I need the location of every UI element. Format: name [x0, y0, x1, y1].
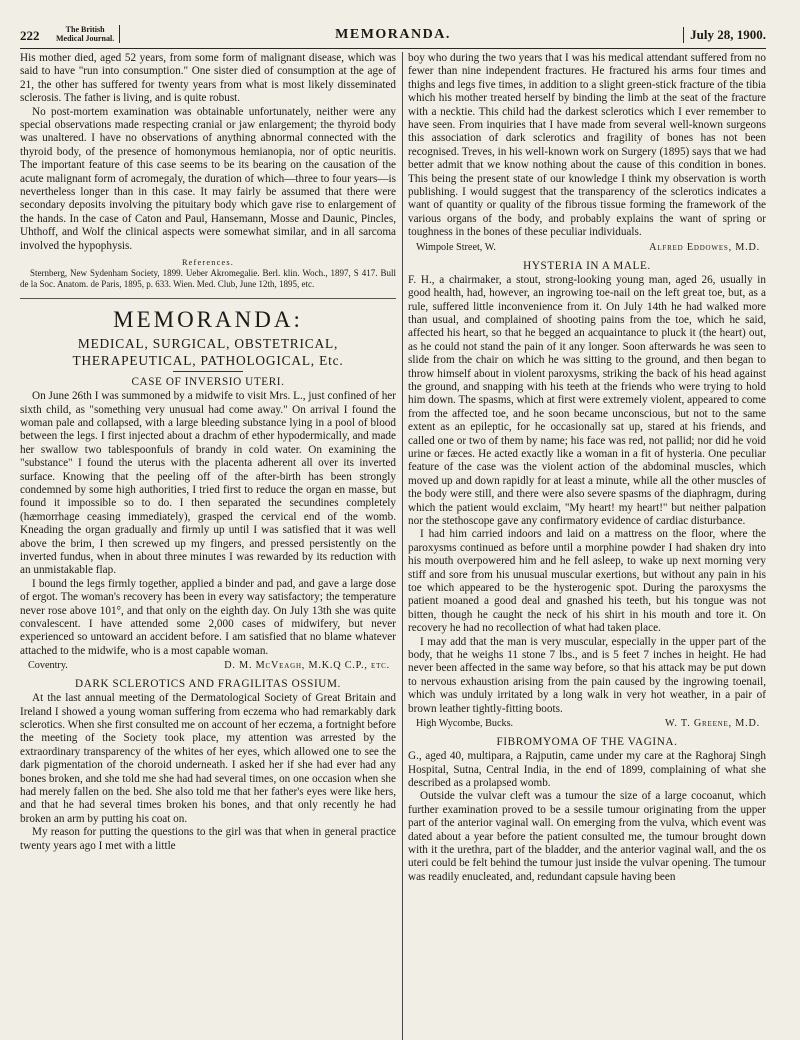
inversio-paragraph-2: I bound the legs firmly together, applied a binder and pad, and gave a large dose of ergot. The woman's recovery has been in every way satisfactory; the temperature never rose above 101°, and that only on the eighth day. On July 13th she was quite convalescent. I have attended some 2,000 cases of midwifery, but never experienced so untoward an accident before. I am satisfied that no blame whatever attached to the midwife, who is a most capable woman.: [20, 577, 396, 657]
inversio-signature-line: [20, 658, 396, 674]
inversio-place: Coventry.: [28, 660, 68, 672]
divider: [173, 371, 243, 372]
acromegaly-paragraph-2: No post-mortem examination was obtainable unfortunately, neither were any special observations made respecting cranial or jaw enlargement; the thyroid body was unaltered. I have no observations of anything abnormal connected with the thyroid body, of the presence of homonymous hemianopia, nor of optic neuritis. The important feature of this case seems to be its bearing on the causation of the acute malignant form of acromegaly, the duration of which—three to four years—is nevertheless longer than in this case. It may fairly be assumed that there were secondary deposits involving the pituitary body which gave rise to enlargement of the hands. In the case of Caton and Paul, Hansemann, Mosse and Daunic, Pincles, Uhthoff, and Wolf the clinical aspects were somewhat similar, and in all sarcoma involved the hypophysis.: [20, 105, 396, 252]
references-heading: References.: [181, 258, 235, 268]
fibromyoma-heading: FIBROMYOMA OF THE VAGINA.: [496, 736, 678, 749]
sclerotics-author: Alfred Eddowes, M.D.: [649, 241, 760, 253]
hysteria-paragraph-2: I had him carried indoors and laid on a mattress on the floor, where the paroxysms continued as before until a morphine powder I had shaken dry into his mouth overpowered him and he fell asleep, to wake up next morning very stiff and sore from his unusual muscular exertions, but without any pain in his toe which appeared to be the hysterogenic spot. During the paroxysms the patient moaned a good deal and gnashed his teeth, but his tongue was not bitten, though he caught the neck of his shirt in his mouth and tore it. On recovery he had no recollection of what had taken place.: [408, 528, 766, 635]
inversio-paragraph-1: On June 26th I was summoned by a midwife to visit Mrs. L., just confined of her sixth child, as "something very unusual had come away." On arrival I found the woman pale and collapsed, with a large bleeding substance lying in a pool of blood between the legs. I first injected about a drachm of ether hypodermically, and made her swallow two tablespoonfuls of brandy in cold water. On examining the "substance" I found the uterus with the placenta adherent all over its inverted surface. Knowing that the peeling off of the after-birth has been strongly condemned by some high authorities, I tried first to reduce the organ en masse, but found it impossible so to do. I then separated the secundines completely (hæmorrhage ceasing immediately), grasped the cervical end of the womb. Kneading the organ gradually and firmly up until I was satisfied that it was well above the brim, I then screwed up my fingers, and pressed persistently on the inverted fundus, when in about three minutes I was rewarded by its reduction with an unmistakable flap.: [20, 390, 396, 577]
page-number: 222: [20, 28, 40, 43]
left-column: [20, 52, 396, 1040]
two-column-body: [20, 52, 766, 1040]
sclerotics-heading: DARK SCLEROTICS AND FRAGILITAS OSSIUM.: [75, 678, 341, 691]
hysteria-signature-line: [408, 716, 766, 732]
fibromyoma-paragraph-1: G., aged 40, multipara, a Rajputin, came under my care at the Raghoraj Singh Hospital, Sutna, Central India, in the end of 1899, complaining of what she described as a prolapsed womb.: [408, 750, 766, 789]
sclerotics-place: Wimpole Street, W.: [416, 241, 496, 253]
hysteria-paragraph-1: F. H., a chairmaker, a stout, strong-looking young man, aged 26, usually in good health, had, however, an ingrowing toe-nail on the left great toe, but, as a rule, suffered little inconvenience from it. On July 14th he had walked more than usual, and complained of shooting pains from the toe, which he said, affected his heart, so that he begged an acquaintance to pluck it (the heart) out, as he could not stand the pain of it any longer. Soon afterwards he was seen to slide from the chair on which he was sitting to the ground, and then began to throw himself about in violent paroxysms, striking the back of his head against the ground, and snapping with his teeth at the friends who were trying to hold him down. The spasms, which at first were extremely violent, appeared to come from the affected toe, and he soon became unconscious, but not to the same extent as an epileptic, for he occasionally sat up, stared at his friends, and called one or two of them by name; his face was red, not pallid; nor did he void urine or fæces. He acted exactly like a woman in a fit of hysteria. One peculiar feature of the case was the violent action of the abdominal muscles, which moved up and down rapidly for at least a minute, while all the other muscles of the body were still, and there were also severe spasms of the diaphragm, during which the patient would exclaim, "My heart! my heart!" but neither palpation nor the stethoscope gave any confirmatory evidence of cardiac disturbance.: [408, 273, 766, 527]
hysteria-author: W. T. Greene, M.D.: [664, 718, 760, 730]
sclerotics-signature-line: [408, 240, 766, 256]
hysteria-heading: HYSTERIA IN A MALE.: [523, 259, 651, 272]
references-text: Sternberg, New Sydenham Society, 1899. Ueber Akromegalie. Berl. klin. Woch., 1897, S 417. Bull de la Soc. Anatom. de Paris, 1895, p. 633. Wien. Med. Club, June 12th, 1895, etc.: [20, 268, 396, 290]
acromegaly-paragraph-1: His mother died, aged 52 years, from some form of malignant disease, which was said to have "run into consumption." One sister died of consumption at the age of 21, the other has suffered for twenty years from what is most likely disseminated sclerosis. The father is living, and is quite robust.: [20, 52, 396, 105]
page-header: [20, 22, 766, 49]
sclerotics-paragraph-1: At the last annual meeting of the Dermatological Society of Great Britain and Ireland I showed a young woman suffering from eczema who had remarkably dark sclerotics. When she first consulted me on account of her eczema, a fortnight before the meeting of the Society took place, my attention was arrested by the extraordinary transparency of the whites of her eyes, which allowed one to see the dark pigmentation of the choroid underneath. I asked her if she had ever had any bones broken, and she told me she had had several times, on one occasion when she had merely fallen on the bed. She also told me that her father's eyes were like hers, and that he had several times broken his bones, and that only recently he had broken an arm by putting his coat on.: [20, 692, 396, 825]
inversio-author: D. M. McVeagh, M.K.Q C.P., etc.: [224, 660, 390, 672]
journal-name-line1: The British: [65, 25, 105, 34]
fibromyoma-paragraph-2: Outside the vulvar cleft was a tumour the size of a large cocoanut, which further examination proved to be a sessile tumour originating from the upper part of the anterior vaginal wall. On emerging from the vulva, which event was dated about a year before the patient consulted me, the tumour brought down with it the urethra, part of the bladder, and the anterior vaginal wall, and the os uteri could be felt behind the tumour just inside the vulvar opening. The tumour was readily enucleated, and, redundant capsule having been: [408, 790, 766, 883]
right-column: [408, 52, 766, 1040]
memoranda-title: MEMORANDA:: [20, 298, 396, 333]
section-title: MEMORANDA.: [335, 27, 451, 42]
issue-date: July 28, 1900.: [683, 27, 766, 43]
hysteria-paragraph-3: I may add that the man is very muscular, especially in the upper part of the body, that he weighs 11 stone 7 lbs., and is 5 feet 7 inches in height. He had never been affected in the same way before, so that his attack may be put down to nervous exhaustion arising from the pain caused by the ingrowing toenail, which was unduly irritated by a long walk in very hot weather, in a pair of brown leather tightly-fitting boots.: [408, 635, 766, 715]
inversio-heading: CASE OF INVERSIO UTERI.: [131, 376, 285, 389]
memoranda-subtitle: MEDICAL, SURGICAL, OBSTETRICAL, THERAPEUTICAL, PATHOLOGICAL, Etc.: [72, 336, 344, 369]
hysteria-place: High Wycombe, Bucks.: [416, 718, 514, 730]
journal-name-line2: Medical Journal.: [56, 34, 115, 43]
column-rule: [402, 52, 403, 1040]
sclerotics-paragraph-2: My reason for putting the questions to the girl was that when in general practice twenty years ago I met with a little: [20, 826, 396, 852]
sclerotics-paragraph-2-continued: boy who during the two years that I was his medical attendant suffered from no fewer than nine independent fractures. He fractured his arms four times and thighs and legs five times, in addition to a slight green-stick fracture of the tibia which his mother treated herself by binding the limb at the seat of the fracture with a necktie. This child had the darkest sclerotics which I ever remember to have seen. From inquiries that I have made from several well-known surgeons this association of dark sclerotics and fragility of bones has not been recognised. Treves, in his well-known work on Surgery (1895) says that we had better admit that we know nothing about the cause of this condition in bones. This being the present state of our knowledge I think my observation is worth publishing. I would suggest that the transparency of the sclerotics indicates a want of quantity or quality of the fibrous tissue forming the framework of the various organs of the body, and probably explains the want of spring or toughness in the bones of these peculiar individuals.: [408, 52, 766, 239]
